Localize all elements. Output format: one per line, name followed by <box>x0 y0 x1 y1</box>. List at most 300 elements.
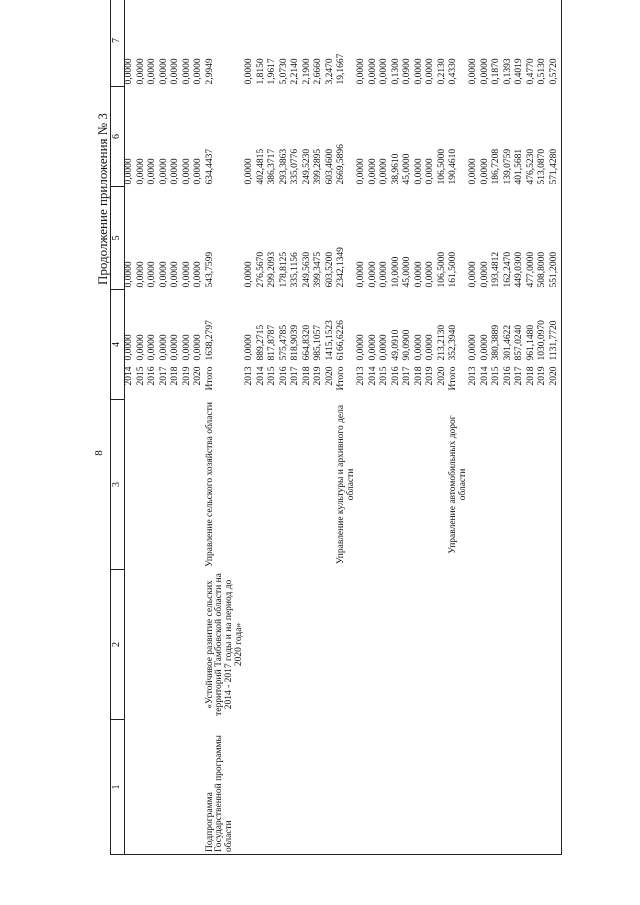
subprogram-cell <box>337 720 357 855</box>
federal-cell: 178,8125 <box>278 251 289 288</box>
total-cell: 1131,7720 <box>550 290 562 363</box>
year-cell: Итого <box>448 366 459 391</box>
local-cell: 0,0000 <box>135 58 146 85</box>
federal-cell: 249,5630 <box>301 251 312 288</box>
executor-cell <box>369 400 381 570</box>
subprogram-label: Подпрограмма Государственной программы области <box>206 720 246 855</box>
subprogram-name-cell <box>538 570 550 720</box>
subprogram-cell <box>380 720 392 855</box>
year-cell: 2019 <box>181 366 192 386</box>
table-row <box>415 0 427 855</box>
regional-cell: 0,0000 <box>193 158 203 185</box>
total-cell: 0,0000 <box>193 334 203 361</box>
subprogram-name-cell <box>194 570 206 720</box>
regional-cell: 0,0000 <box>379 158 390 185</box>
subprogram-name-cell <box>527 570 539 720</box>
total-cell: 889,2715 <box>255 324 266 361</box>
table-row <box>303 0 315 855</box>
page-number: 8 <box>93 450 105 456</box>
local-cell: 1,8150 <box>255 58 266 85</box>
federal-cell: 0,0000 <box>425 261 436 288</box>
year-cell: 2020 <box>324 366 335 386</box>
regional-cell: 293,3863 <box>278 148 289 185</box>
table-row <box>504 0 516 855</box>
local-cell: 0,4019 <box>514 58 525 85</box>
subprogram-cell <box>469 720 481 855</box>
executor-cell <box>160 400 172 570</box>
federal-cell: 45,0000 <box>402 256 413 288</box>
subprogram-cell <box>357 720 369 855</box>
executor-cell <box>527 400 539 570</box>
local-cell: 0,1300 <box>390 58 401 85</box>
subprogram-cell <box>492 720 504 855</box>
federal-cell: 449,0300 <box>514 251 525 288</box>
executor-cell <box>280 400 292 570</box>
year-cell: 2013 <box>356 366 367 386</box>
regional-cell: 2669,5896 <box>336 144 347 185</box>
total-cell: 575,4785 <box>278 324 289 361</box>
local-cell: 0,0000 <box>479 58 490 85</box>
local-cell: 0,4770 <box>525 58 536 85</box>
subprogram-name-cell <box>481 570 493 720</box>
table-row <box>291 0 303 855</box>
year-cell: 2020 <box>436 366 447 386</box>
executor-cell: Управление сельского хозяйства области <box>204 402 215 567</box>
subprogram-cell <box>268 720 280 855</box>
executor-cell <box>171 400 183 570</box>
regional-cell: 0,0000 <box>147 158 157 185</box>
subprogram-cell <box>160 720 172 855</box>
table-row <box>137 0 149 855</box>
year-cell: Итого <box>204 366 215 391</box>
table-row <box>449 0 469 855</box>
federal-cell: 477,0000 <box>525 251 536 288</box>
executor-cell <box>392 400 404 570</box>
executor-cell <box>314 400 326 570</box>
table-row <box>392 0 404 855</box>
federal-cell: 603,5200 <box>324 251 335 288</box>
executor-cell <box>137 400 149 570</box>
executor-cell <box>538 400 550 570</box>
regional-cell: 571,4280 <box>550 87 562 187</box>
year-cell: 2017 <box>514 366 525 386</box>
regional-cell: 139,0759 <box>502 148 513 185</box>
subprogram-cell <box>148 720 160 855</box>
local-cell: 0,5130 <box>537 58 548 85</box>
federal-cell: 0,0000 <box>356 261 367 288</box>
col-1-header: 1 <box>111 720 125 855</box>
year-cell: 2019 <box>313 366 324 386</box>
table-row <box>194 0 206 855</box>
table-row <box>125 0 137 855</box>
local-cell: 0,0000 <box>193 58 203 85</box>
executor-cell <box>515 400 527 570</box>
executor-cell <box>291 400 303 570</box>
local-cell: 2,1900 <box>301 58 312 85</box>
year-cell: 2014 <box>124 366 134 386</box>
federal-cell: 0,0000 <box>147 261 157 288</box>
regional-cell: 0,0000 <box>425 158 436 185</box>
total-cell: 6166,6226 <box>336 320 347 361</box>
subprogram-name-cell <box>171 570 183 720</box>
regional-cell: 38,9610 <box>390 153 401 185</box>
col-7-header: 7 <box>111 0 125 87</box>
subprogram-name-cell <box>357 570 369 720</box>
year-cell: Итого <box>336 366 347 391</box>
total-cell: 961,1480 <box>525 324 536 361</box>
total-cell: 0,0000 <box>181 334 192 361</box>
local-cell: 0,0000 <box>124 58 134 85</box>
executor-cell <box>125 400 137 570</box>
federal-cell: 0,0000 <box>367 261 378 288</box>
local-cell: 0,0000 <box>379 58 390 85</box>
federal-cell: 508,8000 <box>537 251 548 288</box>
total-cell: 1415,1523 <box>324 320 335 361</box>
subprogram-name-cell <box>492 570 504 720</box>
subprogram-cell <box>403 720 415 855</box>
local-cell: 0,1393 <box>502 58 513 85</box>
local-cell: 2,9949 <box>204 58 215 85</box>
regional-cell: 0,0000 <box>367 158 378 185</box>
local-cell: 1,9617 <box>267 58 278 85</box>
federal-cell: 0,0000 <box>244 261 255 288</box>
local-cell: 0,2130 <box>436 58 447 85</box>
total-cell: 664,8320 <box>301 324 312 361</box>
local-cell: 0,0000 <box>425 58 436 85</box>
executor-cell <box>380 400 392 570</box>
federal-cell: 276,5670 <box>255 251 266 288</box>
total-cell: 1030,0970 <box>537 320 548 361</box>
subprogram-cell <box>245 720 257 855</box>
table-row <box>357 0 369 855</box>
subprogram-cell <box>183 720 195 855</box>
table-row <box>337 0 357 855</box>
total-cell: 0,0000 <box>425 334 436 361</box>
executor-cell <box>268 400 280 570</box>
year-cell: 2016 <box>278 366 289 386</box>
regional-cell: 476,5230 <box>525 148 536 185</box>
subprogram-name-cell <box>257 570 269 720</box>
subprogram-name-cell <box>449 570 469 720</box>
federal-cell: 0,0000 <box>135 261 146 288</box>
regional-cell: 0,0000 <box>356 158 367 185</box>
subprogram-cell <box>291 720 303 855</box>
executor-cell <box>403 400 415 570</box>
year-cell: 2014 <box>479 366 490 386</box>
local-cell: 0,4330 <box>448 58 459 85</box>
federal-cell: 399,3475 <box>313 251 324 288</box>
table-row <box>403 0 415 855</box>
executor-cell <box>245 400 257 570</box>
executor-cell <box>183 400 195 570</box>
federal-cell: 162,2470 <box>502 251 513 288</box>
subprogram-cell <box>426 720 438 855</box>
subprogram-name-cell <box>291 570 303 720</box>
col-3-header: 3 <box>111 400 125 570</box>
federal-cell: 299,2093 <box>267 251 278 288</box>
executor-cell <box>415 400 427 570</box>
regional-cell: 399,2895 <box>313 148 324 185</box>
federal-cell: 0,0000 <box>193 261 203 288</box>
appendix-caption: Продолжение приложения № 3 <box>95 113 110 285</box>
regional-cell: 402,4815 <box>255 148 266 185</box>
subprogram-name-cell <box>426 570 438 720</box>
executor-cell <box>303 400 315 570</box>
col-6-header: 6 <box>111 87 125 187</box>
local-cell: 19,1667 <box>336 53 347 85</box>
subprogram-cell <box>194 720 206 855</box>
subprogram-cell <box>303 720 315 855</box>
total-cell: 0,0000 <box>479 334 490 361</box>
federal-cell: 0,0000 <box>158 261 169 288</box>
col-4-header: 4 <box>111 290 125 400</box>
year-cell: 2015 <box>135 366 146 386</box>
year-cell: 2013 <box>468 366 479 386</box>
regional-cell: 0,0000 <box>413 158 424 185</box>
table-row <box>492 0 504 855</box>
table-row <box>206 0 246 855</box>
executor-cell <box>469 400 481 570</box>
federal-cell: 335,1156 <box>290 252 301 288</box>
federal-cell: 0,0000 <box>379 261 390 288</box>
regional-cell: 186,7208 <box>491 148 502 185</box>
table-row <box>527 0 539 855</box>
year-cell: 2020 <box>550 363 562 400</box>
executor-cell <box>426 400 438 570</box>
subprogram-name-cell <box>125 570 137 720</box>
total-cell: 0,0000 <box>147 334 157 361</box>
federal-cell: 193,4812 <box>491 251 502 288</box>
year-cell: 2020 <box>193 366 203 386</box>
local-cell: 0,0000 <box>181 58 192 85</box>
year-cell: 2019 <box>425 366 436 386</box>
year-cell: 2018 <box>525 366 536 386</box>
year-cell: 2015 <box>379 366 390 386</box>
total-cell: 301,4622 <box>502 324 513 361</box>
subprogram-cell <box>280 720 292 855</box>
federal-cell: 0,0000 <box>124 261 134 288</box>
subprogram-name-cell <box>160 570 172 720</box>
local-cell: 0,0000 <box>147 58 157 85</box>
regional-cell: 513,0870 <box>537 148 548 185</box>
table-row <box>481 0 493 855</box>
regional-cell: 335,0776 <box>290 148 301 185</box>
subprogram-cell <box>326 720 338 855</box>
executor-cell <box>148 400 160 570</box>
subprogram-name-cell <box>303 570 315 720</box>
regional-cell: 190,4610 <box>448 148 459 185</box>
subprogram-cell <box>538 720 550 855</box>
total-cell: 213,2130 <box>436 324 447 361</box>
federal-cell: 10,0000 <box>390 256 401 288</box>
local-cell: 0,0000 <box>468 58 479 85</box>
year-cell: 2014 <box>255 366 266 386</box>
local-cell: 0,0000 <box>244 58 255 85</box>
table-row <box>245 0 257 855</box>
regional-cell: 0,0000 <box>124 158 134 185</box>
subprogram-name-cell <box>504 570 516 720</box>
federal-cell: 0,0000 <box>413 261 424 288</box>
total-cell: 0,0000 <box>158 334 169 361</box>
subprogram-name-cell <box>380 570 392 720</box>
subprogram-name-cell <box>438 570 450 720</box>
total-cell: 0,0000 <box>379 334 390 361</box>
local-cell: 0,0900 <box>402 58 413 85</box>
subprogram-name-cell <box>337 570 357 720</box>
regional-cell: 249,5230 <box>301 148 312 185</box>
year-cell: 2016 <box>502 366 513 386</box>
regional-cell: 0,0000 <box>244 158 255 185</box>
subprogram-name-cell <box>137 570 149 720</box>
total-cell: 49,0910 <box>390 329 401 361</box>
executor-cell <box>550 400 562 570</box>
subprogram-name-cell <box>550 570 562 720</box>
subprogram-name-cell <box>326 570 338 720</box>
subprogram-cell <box>527 720 539 855</box>
executor-cell <box>492 400 504 570</box>
subprogram-cell <box>515 720 527 855</box>
year-cell: 2015 <box>267 366 278 386</box>
federal-cell: 0,0000 <box>181 261 192 288</box>
total-cell: 0,0000 <box>356 334 367 361</box>
regional-cell: 401,5681 <box>514 148 525 185</box>
year-cell: 2014 <box>367 366 378 386</box>
table-body <box>125 0 562 855</box>
table-row <box>469 0 481 855</box>
col-5-header: 5 <box>111 187 125 290</box>
table-row <box>515 0 527 855</box>
subprogram-name-cell <box>469 570 481 720</box>
subprogram-cell <box>314 720 326 855</box>
local-cell: 0,0000 <box>367 58 378 85</box>
subprogram-cell <box>125 720 137 855</box>
table-row <box>268 0 280 855</box>
subprogram-name-cell <box>314 570 326 720</box>
regional-cell: 0,0000 <box>158 158 169 185</box>
table-row <box>426 0 438 855</box>
subprogram-cell <box>137 720 149 855</box>
table-row <box>538 0 550 855</box>
table-row <box>380 0 392 855</box>
subprogram-name-cell <box>403 570 415 720</box>
federal-cell: 0,0000 <box>170 261 180 288</box>
year-cell: 2018 <box>170 366 180 386</box>
total-cell: 857,0240 <box>514 324 525 361</box>
regional-cell: 0,0000 <box>468 158 479 185</box>
column-number-row <box>111 0 125 855</box>
subprogram-cell <box>415 720 427 855</box>
table-row <box>183 0 195 855</box>
year-cell: 2017 <box>402 366 413 386</box>
regional-cell: 45,0000 <box>402 153 413 185</box>
subprogram-name: «Устойчивое развитие сельских территорий Тамбовской области на 2014 - 2017 годы и на период до 2020 года» <box>204 573 245 716</box>
subprogram-cell <box>257 720 269 855</box>
subprogram-name-cell <box>268 570 280 720</box>
subprogram-cell <box>550 720 562 855</box>
total-cell: 0,0000 <box>124 334 134 361</box>
subprogram-name-cell <box>515 570 527 720</box>
federal-cell: 161,5000 <box>448 251 459 288</box>
total-cell: 985,1057 <box>313 324 324 361</box>
year-cell: 2018 <box>301 366 312 386</box>
local-cell: 0,0000 <box>413 58 424 85</box>
regional-cell: 386,3717 <box>267 148 278 185</box>
federal-cell: 551,2000 <box>550 187 562 290</box>
executor-cell <box>357 400 369 570</box>
regional-cell: 0,0000 <box>479 158 490 185</box>
table-row <box>171 0 183 855</box>
table-row <box>550 0 562 855</box>
subprogram-cell <box>392 720 404 855</box>
local-cell: 0,0000 <box>170 58 180 85</box>
subprogram-name-cell <box>183 570 195 720</box>
local-cell: 0,0000 <box>356 58 367 85</box>
table-row <box>314 0 326 855</box>
table-row <box>280 0 292 855</box>
total-cell: 0,0000 <box>468 334 479 361</box>
executor-cell <box>194 400 206 570</box>
federal-cell: 543,7599 <box>204 251 215 288</box>
subprogram-name-cell <box>148 570 160 720</box>
local-cell: 0,5720 <box>550 0 562 87</box>
local-cell: 5,0730 <box>278 58 289 85</box>
year-cell: 2018 <box>413 366 424 386</box>
federal-cell: 0,0000 <box>479 261 490 288</box>
total-cell: 380,3889 <box>491 324 502 361</box>
subprogram-cell <box>449 720 469 855</box>
regional-cell: 0,0000 <box>181 158 192 185</box>
year-cell: 2015 <box>491 366 502 386</box>
executor-cell: Управление культуры и архивного дела области <box>336 404 357 565</box>
regional-cell: 106,5000 <box>436 148 447 185</box>
year-cell: 2019 <box>537 366 548 386</box>
subprogram-cell <box>438 720 450 855</box>
executor-cell <box>504 400 516 570</box>
year-cell: 2017 <box>158 366 169 386</box>
subprogram-name-cell <box>280 570 292 720</box>
table-row <box>257 0 269 855</box>
subprogram-name-cell <box>415 570 427 720</box>
year-cell: 2013 <box>244 366 255 386</box>
subprogram-cell <box>481 720 493 855</box>
total-cell: 0,0000 <box>135 334 146 361</box>
executor-cell <box>257 400 269 570</box>
subprogram-name-cell <box>392 570 404 720</box>
subprogram-cell <box>171 720 183 855</box>
total-cell: 352,3940 <box>448 324 459 361</box>
regional-cell: 634,4437 <box>204 148 215 185</box>
year-cell: 2017 <box>290 366 301 386</box>
total-cell: 90,0900 <box>402 329 413 361</box>
total-cell: 0,0000 <box>244 334 255 361</box>
regional-cell: 0,0000 <box>135 158 146 185</box>
regional-cell: 603,4600 <box>324 148 335 185</box>
local-cell: 0,1870 <box>491 58 502 85</box>
subprogram-cell <box>504 720 516 855</box>
table-row <box>369 0 381 855</box>
subprogram-cell <box>369 720 381 855</box>
subprogram-name-cell <box>369 570 381 720</box>
executor-cell: Управление автомобильных дорог области <box>448 415 469 554</box>
federal-cell: 0,0000 <box>468 261 479 288</box>
total-cell: 0,0000 <box>367 334 378 361</box>
federal-cell: 106,5000 <box>436 251 447 288</box>
table-row <box>148 0 160 855</box>
regional-cell: 0,0000 <box>170 158 180 185</box>
federal-cell: 2342,1349 <box>336 247 347 288</box>
col-2-header: 2 <box>111 570 125 720</box>
total-cell: 818,9039 <box>290 324 301 361</box>
